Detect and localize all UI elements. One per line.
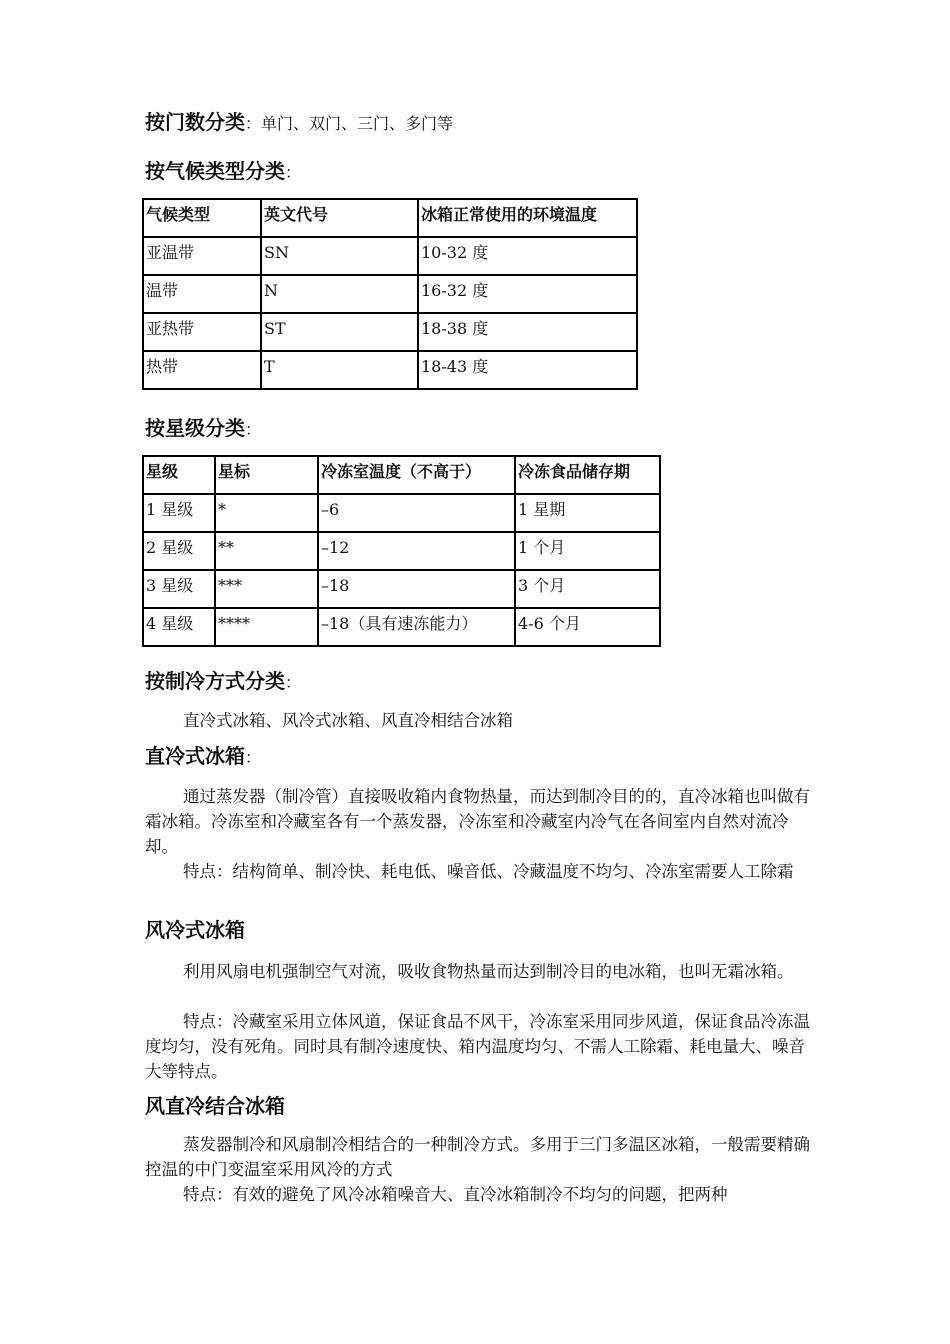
door-heading [145, 110, 453, 136]
combo-features-paragraph [145, 1182, 817, 1207]
cooling-heading-rest: ： [285, 673, 302, 692]
star-heading-rest: ： [245, 420, 262, 439]
table-cell: ** [215, 532, 318, 570]
table-row [143, 237, 637, 275]
table-header-row [143, 199, 637, 237]
combo-paragraph [145, 1132, 817, 1182]
table-row [143, 313, 637, 351]
climate-heading-rest: ： [285, 163, 302, 182]
combo-features-text: 特点：有效的避免了风冷冰箱噪音大、直冷冰箱制冷不均匀的问题，把两种 [183, 1185, 728, 1204]
door-heading-rest: ：单门、双门、三门、多门等 [245, 114, 454, 133]
table-cell: –18 [318, 570, 515, 608]
air-features-text: 特点：冷藏室采用立体风道，保证食品不风干，冷冻室采用同步风道，保证食品冷冻温度均匀，没有死角。同时具有制冷速度快、箱内温度均匀、不需人工除霜、耗电量大、噪音大等特点。 [145, 1012, 810, 1081]
direct-features-text: 特点：结构简单、制冷快、耗电低、噪音低、冷藏温度不均匀、冷冻室需要人工除霜 [183, 862, 794, 881]
table-cell: 18-43 度 [418, 351, 637, 389]
star-heading-label: 按星级分类 [145, 416, 245, 440]
cooling-heading [145, 669, 301, 695]
table-cell: 1 星期 [515, 494, 660, 532]
table-row [143, 570, 660, 608]
climate-table [142, 198, 638, 390]
table-header-cell: 星标 [215, 456, 318, 494]
table-cell: 1 个月 [515, 532, 660, 570]
table-header-cell: 气候类型 [143, 199, 261, 237]
table-cell: N [261, 275, 418, 313]
cooling-types-paragraph [145, 708, 817, 733]
table-row [143, 532, 660, 570]
air-heading-label: 风冷式冰箱 [145, 918, 245, 942]
direct-features-paragraph [145, 859, 817, 884]
table-header-row [143, 456, 660, 494]
table-cell: 温带 [143, 275, 261, 313]
star-table [142, 455, 661, 647]
table-row [143, 351, 637, 389]
table-cell: * [215, 494, 318, 532]
air-paragraph-text: 利用风扇电机强制空气对流，吸收食物热量而达到制冷目的电冰箱，也叫无霜冰箱。 [183, 962, 794, 981]
table-cell: –6 [318, 494, 515, 532]
table-cell: –12 [318, 532, 515, 570]
table-header-cell: 冷冻室温度（不高于） [318, 456, 515, 494]
table-row [143, 494, 660, 532]
table-cell: 2 星级 [143, 532, 215, 570]
table-cell: 4-6 个月 [515, 608, 660, 646]
table-cell: SN [261, 237, 418, 275]
combo-paragraph-text: 蒸发器制冷和风扇制冷相结合的一种制冷方式。多用于三门多温区冰箱，一般需要精确控温的中门变温室采用风冷的方式 [145, 1135, 810, 1179]
table-cell: 亚热带 [143, 313, 261, 351]
table-header-cell: 冰箱正常使用的环境温度 [418, 199, 637, 237]
direct-heading [145, 744, 261, 770]
star-heading [145, 416, 261, 442]
table-cell: 1 星级 [143, 494, 215, 532]
direct-paragraph-text: 通过蒸发器（制冷管）直接吸收箱内食物热量，而达到制冷目的的，直冷冰箱也叫做有霜冰箱。冷冻室和冷藏室各有一个蒸发器，冷冻室和冷藏室内冷气在各间室内自然对流冷却。 [145, 787, 810, 856]
table-cell: **** [215, 608, 318, 646]
cooling-types-text: 直冷式冰箱、风冷式冰箱、风直冷相结合冰箱 [183, 711, 513, 730]
combo-heading [145, 1094, 285, 1118]
door-heading-label: 按门数分类 [145, 110, 245, 134]
table-cell: 3 个月 [515, 570, 660, 608]
air-heading [145, 918, 245, 942]
table-header-cell: 星级 [143, 456, 215, 494]
table-row [143, 275, 637, 313]
table-cell: T [261, 351, 418, 389]
table-cell: *** [215, 570, 318, 608]
direct-heading-label: 直冷式冰箱 [145, 744, 245, 768]
table-row [143, 608, 660, 646]
table-cell: 亚温带 [143, 237, 261, 275]
table-cell: 16-32 度 [418, 275, 637, 313]
direct-heading-rest: ： [245, 748, 262, 767]
table-cell: 3 星级 [143, 570, 215, 608]
table-cell: –18（具有速冻能力） [318, 608, 515, 646]
table-cell: 热带 [143, 351, 261, 389]
table-cell: ST [261, 313, 418, 351]
table-cell: 4 星级 [143, 608, 215, 646]
table-header-cell: 冷冻食品储存期 [515, 456, 660, 494]
climate-heading [145, 159, 301, 185]
table-cell: 10-32 度 [418, 237, 637, 275]
climate-heading-label: 按气候类型分类 [145, 159, 285, 183]
air-paragraph [145, 959, 817, 984]
table-header-cell: 英文代号 [261, 199, 418, 237]
table-cell: 18-38 度 [418, 313, 637, 351]
cooling-heading-label: 按制冷方式分类 [145, 669, 285, 693]
air-features-paragraph [145, 1009, 817, 1084]
combo-heading-label: 风直冷结合冰箱 [145, 1094, 285, 1118]
direct-paragraph [145, 784, 817, 859]
